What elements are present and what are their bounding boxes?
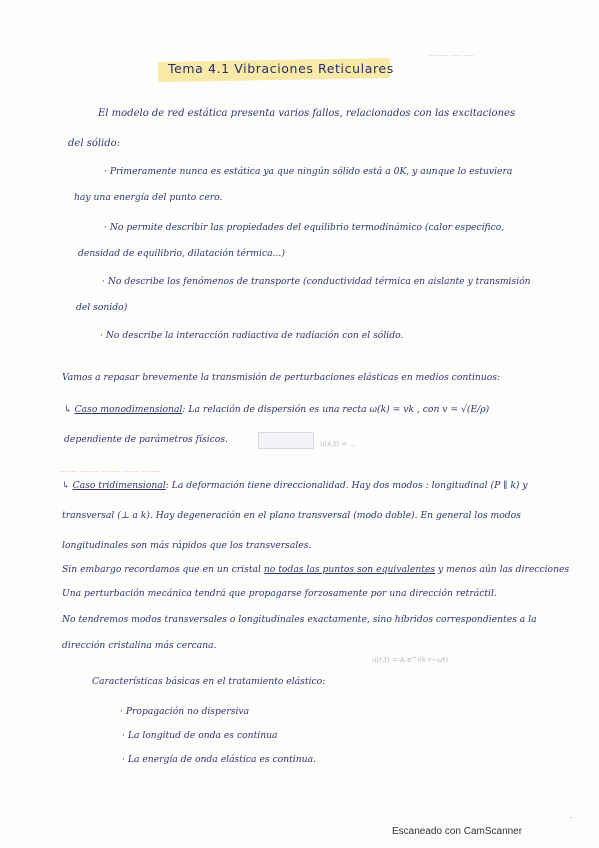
tri-line-2: transversal (⊥ a k). Hay degeneración en el plano transversal (modo doble). En general los modos (62, 510, 521, 521)
char-item-3: · La energía de onda elástica es continua. (122, 754, 316, 765)
crystal-line-1-b: y menos aún las direcciones (435, 564, 570, 575)
intro-line-2: del sólido: (68, 138, 121, 149)
tri-label: Caso tridimensional (72, 480, 166, 491)
scanner-footer: Escaneado con CamScanner (392, 826, 523, 837)
review-line: Vamos a repasar brevemente la transmisión de perturbaciones elásticas en medios continuos: (62, 372, 501, 383)
char-heading: Características básicas en el tratamiento elástico: (92, 676, 326, 687)
formula-faint: u(x,t) = ... (320, 440, 357, 448)
crystal-line-1-underlined: no todas las puntos son equivalentes (263, 564, 436, 575)
title-block (158, 56, 394, 82)
corner-note: ......... ..... ..... (428, 50, 475, 58)
crystal-line-2: Una perturbación mecánica tendrá que propagarse forzosamente por una dirección retráctil. (62, 588, 497, 599)
tri-line-3: longitudinales son más rápidos que los transversales. (62, 540, 312, 551)
crystal-line-1 (62, 564, 569, 575)
intro-line-1: El modelo de red estática presenta varios fallos, relacionados con las excitaciones (98, 108, 516, 119)
char-item-1: · Propagación no dispersiva (120, 706, 250, 717)
crystal-line-3: No tendremos modos transversales o longitudinales exactamente, sino híbridos correspondientes a la (62, 614, 537, 625)
uni-line-2: dependiente de parámetros físicos. (64, 434, 228, 445)
formula-box (258, 432, 314, 449)
bullet-1-line-1: · Primeramente nunca es estática ya que ningún sólido está a 0K, y aunque lo estuviera (104, 166, 513, 177)
char-item-2: · La longitud de onda es continua (122, 730, 278, 741)
pink-note: ........ ........ ......... ........ ........ (60, 466, 161, 474)
uni-line-1: ↳ Caso monodimensional: La relación de dispersión es una recta ω(k) = vk , con v = √(E/ρ) (64, 404, 490, 415)
page-title: Tema 4.1 Vibraciones Reticulares (168, 61, 394, 76)
tri-text: : La deformación tiene direccionalidad. Hay dos modos : longitudinal (P ∥ k) y (165, 480, 528, 491)
bullet-3-line-1: · No describe los fenómenos de transporte (conductividad térmica en aislante y transmisión (102, 276, 531, 287)
bullet-3-line-2: del sonido) (76, 302, 128, 313)
bullet-2-line-1: · No permite describir las propiedades del equilibrio termodinámico (calor específico, (104, 222, 505, 233)
crystal-line-1-a: Sin embargo recordamos que en un cristal (62, 564, 264, 575)
bullet-2-line-2: densidad de equilibrio, dilatación térmica...) (78, 248, 285, 259)
crystal-line-4: dirección cristalina más cercana. (62, 640, 217, 651)
bullet-4: · No describe la interacción radiactiva de radiación con el sólido. (100, 330, 404, 341)
tri-line-1: ↳ Caso tridimensional: La deformación tiene direccionalidad. Hay dos modos : longitudinal (P ∥ k) y (62, 480, 528, 491)
uni-label: Caso monodimensional (74, 404, 183, 415)
bullet-1-line-2: hay una energía del punto cero. (74, 192, 223, 203)
uni-text: : La relación de dispersión es una recta ω(k) = vk , con v = √(E/ρ) (182, 404, 490, 415)
formula-faint-2: u(r,t) = A e^i(k·r−ωt) (372, 656, 449, 664)
page-mark: · (570, 814, 573, 822)
